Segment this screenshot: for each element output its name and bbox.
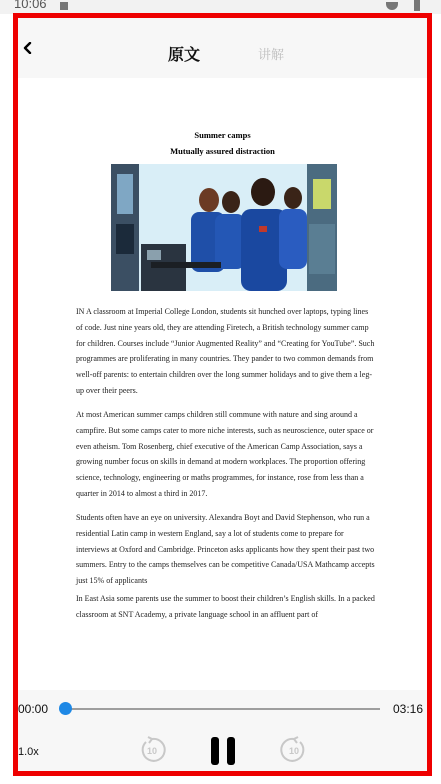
back-icon[interactable] xyxy=(22,42,34,54)
status-time: 10:06 xyxy=(14,0,47,11)
article-paragraph: At most American summer camps children still commune with nature and sing around a campfire. But some camps cater to more niche interests, such as neuroscience, outer space or even atheism. Tom Rosenberg, chief executive of the American Camp Association, says a growing number focus on skills in demand at modern workplaces. The proportion offering science, technology, engineering or maths programmes, for instance, rose from less than a quarter in 2014 to almost a third in 2017. xyxy=(76,410,374,498)
current-time: 00:00 xyxy=(18,702,49,716)
wifi-icon xyxy=(386,2,398,10)
rewind-seconds: 10 xyxy=(146,746,158,756)
playback-speed-button[interactable]: 1.0x xyxy=(18,746,39,758)
audio-player xyxy=(18,690,427,771)
status-bar xyxy=(0,0,441,14)
notification-icon xyxy=(60,2,68,10)
article-paragraph: In East Asia some parents use the summer to boost their children’s English skills. In a packed classroom at SNT Academy, a private language school in an affluent part of xyxy=(76,594,375,619)
tab-explain[interactable]: 讲解 xyxy=(258,47,285,62)
header xyxy=(18,18,427,78)
screen-frame xyxy=(13,13,432,776)
students-in-space-center-image xyxy=(111,164,337,291)
article-subtitle: Mutually assured distraction xyxy=(170,146,275,156)
total-time: 03:16 xyxy=(393,702,424,716)
rewind-10-icon[interactable] xyxy=(138,736,166,764)
progress-track[interactable] xyxy=(65,708,380,710)
article-title: Summer camps xyxy=(194,130,251,140)
article-content[interactable] xyxy=(18,78,427,690)
article-paragraph: IN A classroom at Imperial College London, students sit hunched over laptops, typing lines of code. Just nine years old, they are attending Firetech, a British technology summer camp for children. Courses include “Junior Augmented Reality” and “Creating for YouTube”. Such programmes are proliferating in many countries. They pander to two common demands from well-off parents: to entertain children over the long summer holidays and to give them a leg-up over their peers. xyxy=(76,307,375,395)
article-paragraph: Students often have an eye on university. Alexandra Boyt and David Stephenson, who run a residential Latin camp in western England, say a lot of students come to prepare for interviews at Oxford and Cambridge. Princeton asks applicants how they spent their past two summers. Entry to the camps themselves can be competitive Canada/USA Mathcamp accepts just 15% of applicants xyxy=(76,513,375,586)
article-photo xyxy=(111,164,337,291)
forward-seconds: 10 xyxy=(288,746,300,756)
pause-icon[interactable] xyxy=(208,736,238,766)
forward-10-icon[interactable] xyxy=(280,736,308,764)
battery-icon xyxy=(414,0,420,11)
tab-original[interactable]: 原文 xyxy=(168,47,201,64)
progress-thumb[interactable] xyxy=(59,702,72,715)
